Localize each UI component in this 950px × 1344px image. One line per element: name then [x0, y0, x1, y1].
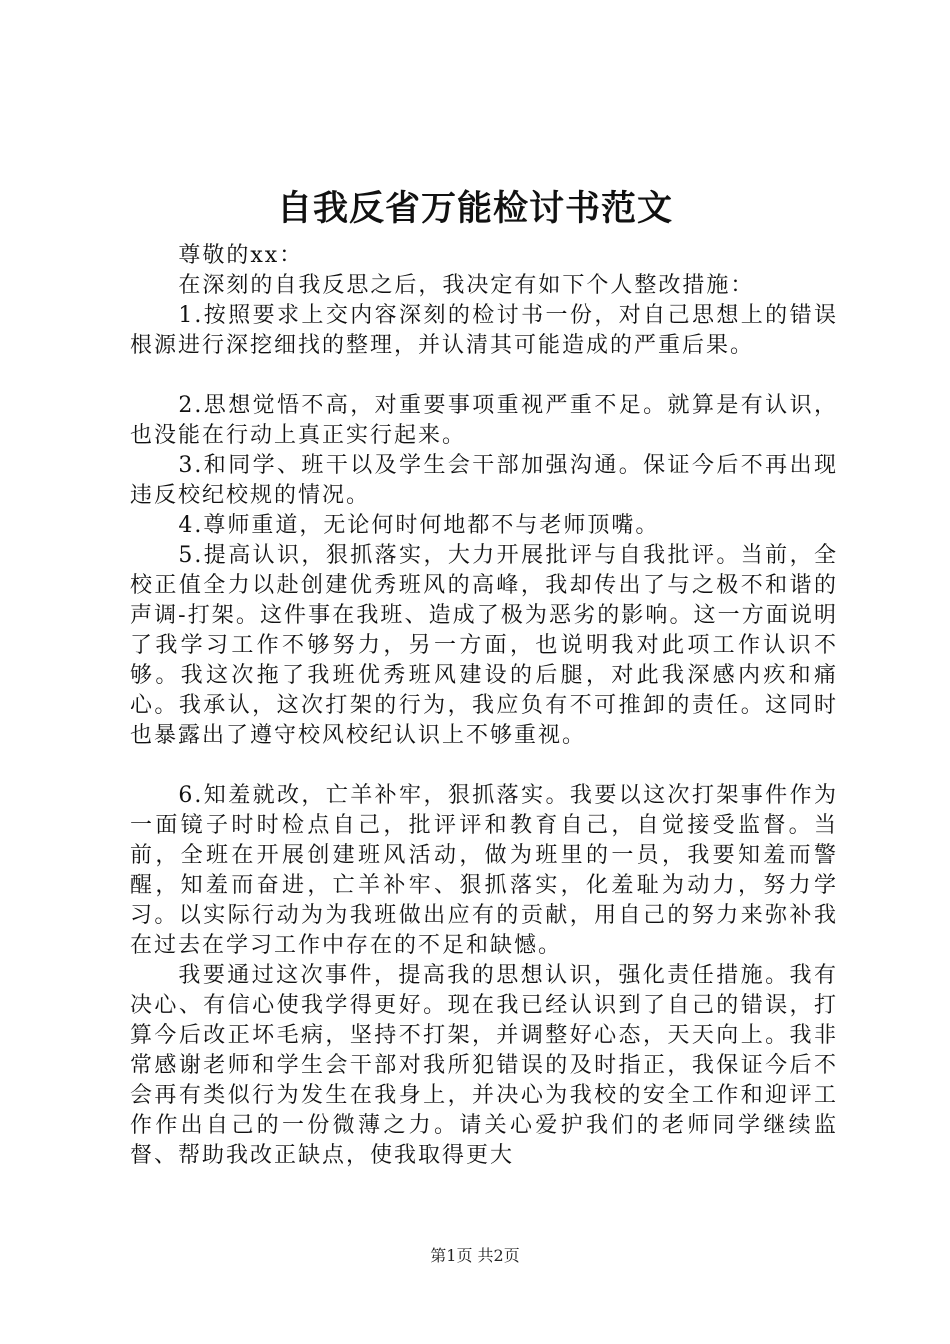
- measure-5-paragraph: 5.提高认识，狠抓落实，大力开展批评与自我批评。当前，全校正值全力以赴创建优秀班风的高峰，我却传出了与之极不和谐的声调-打架。这件事在我班、造成了极为恶劣的影响。这一方面说明了我学习工作不够努力，另一方面，也说明我对此项工作认识不够。我这次拖了我班优秀班风建设的后腿，对此我深感内疚和痛心。我承认，这次打架的行为，我应负有不可推卸的责任。这同时也暴露出了遵守校风校纪认识上不够重视。: [130, 543, 838, 748]
- intro-paragraph: 在深刻的自我反思之后，我决定有如下个人整改措施：: [178, 273, 755, 298]
- measure-6-paragraph: 6.知羞就改，亡羊补牢，狠抓落实。我要以这次打架事件作为一面镜子时时检点自己，批评评和教育自己，自觉接受监督。当前，全班在开展创建班风活动，做为班里的一员，我要知羞而警醒，知羞而奋进，亡羊补牢、狠抓落实，化羞耻为动力，努力学习。以实际行动为为我班做出应有的贡献，用自己的努力来弥补我在过去在学习工作中存在的不足和缺憾。: [130, 783, 838, 958]
- page-number-footer: 第1页 共2页: [430, 1246, 520, 1265]
- measure-1-paragraph: 1.按照要求上交内容深刻的检讨书一份，对自己思想上的错误根源进行深挖细找的整理，并认清其可能造成的严重后果。: [130, 303, 838, 358]
- document-title: 自我反省万能检讨书范文: [276, 188, 673, 229]
- measure-2-paragraph: 2.思想觉悟不高，对重要事项重视严重不足。就算是有认识，也没能在行动上真正实行起来。: [130, 393, 838, 448]
- document-body: [130, 241, 838, 1171]
- salutation: 尊敬的xx：: [178, 243, 304, 268]
- measure-4-paragraph: 4.尊师重道，无论何时何地都不与老师顶嘴。: [178, 513, 660, 538]
- closing-paragraph: 我要通过这次事件，提高我的思想认识，强化责任措施。我有决心、有信心使我学得更好。现在我已经认识到了自己的错误，打算今后改正坏毛病，坚持不打架，并调整好心态，天天向上。我非常感谢老师和学生会干部对我所犯错误的及时指正，我保证今后不会再有类似行为发生在我身上，并决心为我校的安全工作和迎评工作作出自己的一份微薄之力。请关心爱护我们的老师同学继续监督、帮助我改正缺点，使我取得更大: [130, 963, 838, 1168]
- measure-3-paragraph: 3.和同学、班干以及学生会干部加强沟通。保证今后不再出现违反校纪校规的情况。: [130, 453, 838, 508]
